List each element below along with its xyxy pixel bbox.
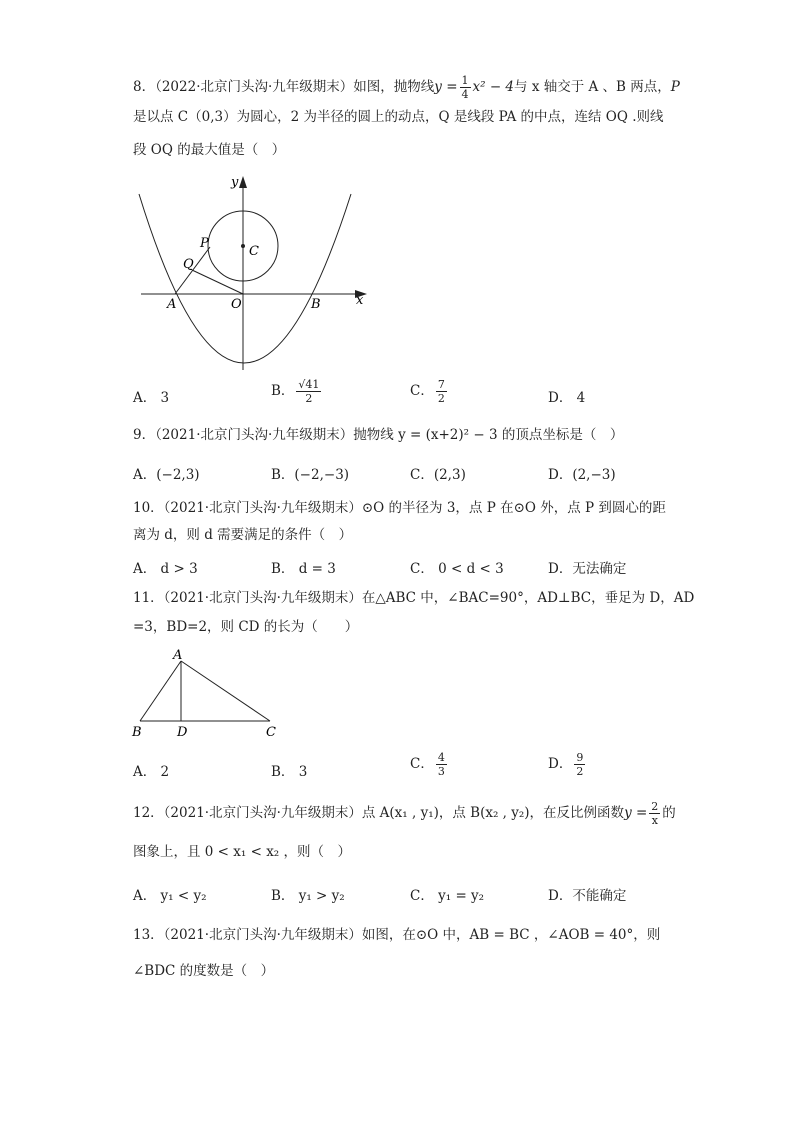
q8-label-y: y (231, 175, 239, 190)
q10-line2: 离为 d，则 d 需要满足的条件（ ） (133, 527, 353, 543)
q11-option-d-num: 9 (576, 751, 584, 764)
q8-option-d-letter: D． (548, 390, 573, 406)
q8-label-q: Q (183, 257, 194, 272)
q8-fraction (460, 74, 471, 101)
q11-option-c (410, 751, 449, 778)
q10-option-a: A． d > 3 (133, 561, 198, 577)
q8-option-c-num: 7 (437, 378, 445, 391)
q8-fraction-den: 4 (461, 88, 469, 101)
q11-option-c-fraction (436, 751, 447, 778)
q8-line2: 是以点 C（0,3）为圆心，2 为半径的圆上的动点，Q 是线段 PA 的中点，连结 OQ .则线 (133, 109, 664, 125)
q12-option-d: D．不能确定 (548, 888, 627, 904)
q9-option-b: B．(−2,−3) (271, 467, 350, 483)
q8-label-a: A (167, 297, 177, 312)
q8-option-b-den: 2 (305, 392, 313, 405)
q12-option-c: C． y₁ = y₂ (410, 888, 485, 904)
q12-option-b: B． y₁ > y₂ (271, 888, 345, 904)
q12-fraction-num: 2 (651, 800, 659, 813)
q12-line2: 图象上，且 0 < x₁ < x₂ ，则（ ） (133, 844, 352, 860)
q11-option-b-letter: B． (271, 764, 295, 780)
q11-figure (128, 645, 288, 740)
q12-tail: 的 (662, 805, 676, 821)
q11-option-d (548, 751, 587, 778)
q13-line1: 13．（2021·北京门头沟·九年级期末）如图，在⊙O 中，AB = BC ，∠AOB = 40°，则 (133, 927, 661, 943)
q8-option-d-text: 4 (576, 390, 586, 406)
q8-option-b-fraction (296, 378, 321, 405)
q8-segment-oq (192, 270, 243, 294)
q11-line1: 11．（2021·北京门头沟·九年级期末）在△ABC 中，∠BAC=90°，AD⊥BC，垂足为 D，AD (133, 590, 695, 606)
q9-option-a: A．(−2,3) (133, 467, 200, 483)
q8-eq-rest: x² − 4 (472, 79, 515, 95)
q12-fraction (649, 800, 660, 827)
q11-option-a (133, 760, 169, 780)
q8-option-b (271, 378, 323, 405)
q11-option-d-letter: D． (548, 756, 573, 772)
q8-fraction-num: 1 (461, 74, 469, 87)
q8-option-c-den: 2 (437, 392, 445, 405)
q12-eq-y: y = (624, 805, 648, 821)
q8-tail: P (670, 79, 680, 95)
q8-center-dot (241, 244, 245, 248)
q11-option-b-text: 3 (298, 764, 308, 780)
q8-label-o: O (231, 297, 242, 312)
q8-figure (133, 172, 373, 377)
q8-label-c: C (249, 244, 259, 259)
q8-label-b: B (311, 297, 321, 312)
q11-label-a: A (173, 648, 183, 663)
q8-option-b-num: √41 (298, 378, 320, 391)
q11-option-c-letter: C． (410, 756, 434, 772)
q8-option-c-letter: C． (410, 383, 434, 399)
q11-line2: =3，BD=2，则 CD 的长为（ ） (133, 619, 359, 635)
q8-label-x: x (356, 293, 364, 308)
q13-line2: ∠BDC 的度数是（ ） (133, 963, 275, 979)
q11-option-a-text: 2 (160, 764, 170, 780)
q12-line1 (133, 800, 676, 827)
q9-option-d: D．(2,−3) (548, 467, 616, 483)
q8-option-c-fraction (436, 378, 447, 405)
q12-fraction-den: x (651, 814, 658, 827)
q8-prefix: 8．（2022·北京门头沟·九年级期末）如图，抛物线 (133, 79, 435, 95)
q10-option-b: B． d = 3 (271, 561, 336, 577)
q12-prefix: 12．（2021·北京门头沟·九年级期末）点 A(x₁ , y₁)，点 B(x₂ , y₂)，在反比例函数 (133, 805, 625, 821)
q8-option-c (410, 378, 449, 405)
q9-option-c: C．(2,3) (410, 467, 466, 483)
q8-mid: 与 x 轴交于 A 、B 两点， (514, 79, 671, 95)
q10-option-d: D．无法确定 (548, 561, 627, 577)
q10-option-c: C． 0 < d < 3 (410, 561, 504, 577)
q10-line1: 10．（2021·北京门头沟·九年级期末）⊙O 的半径为 3，点 P 在⊙O 外，点 P 到圆心的距 (133, 500, 666, 516)
q9-stem: 9．（2021·北京门头沟·九年级期末）抛物线 y = (x+2)² − 3 的顶点坐标是（ ） (133, 427, 624, 443)
q8-option-d (548, 386, 585, 406)
q11-label-c: C (266, 725, 276, 740)
q11-option-d-fraction (574, 751, 585, 778)
q12-option-a: A． y₁ < y₂ (133, 888, 207, 904)
q11-segment-ab (140, 661, 181, 721)
q8-label-p: P (200, 236, 209, 251)
q8-y-arrow (239, 176, 247, 188)
q11-option-c-den: 3 (437, 765, 445, 778)
q8-option-a-text: 3 (160, 390, 170, 406)
q11-option-b (271, 760, 307, 780)
q11-label-b: B (132, 725, 142, 740)
q11-segment-ac (181, 661, 270, 721)
q8-line3: 段 OQ 的最大值是（ ） (133, 142, 286, 158)
q11-option-d-den: 2 (576, 765, 584, 778)
q8-line1 (133, 74, 680, 101)
q8-eq-y: y = (434, 79, 458, 95)
q11-label-d: D (177, 725, 188, 740)
q11-option-c-num: 4 (437, 751, 445, 764)
q8-option-a (133, 386, 169, 406)
q8-parabola (139, 194, 351, 363)
q11-option-a-letter: A． (133, 764, 157, 780)
q8-option-b-letter: B． (271, 383, 295, 399)
q8-option-a-letter: A． (133, 390, 157, 406)
